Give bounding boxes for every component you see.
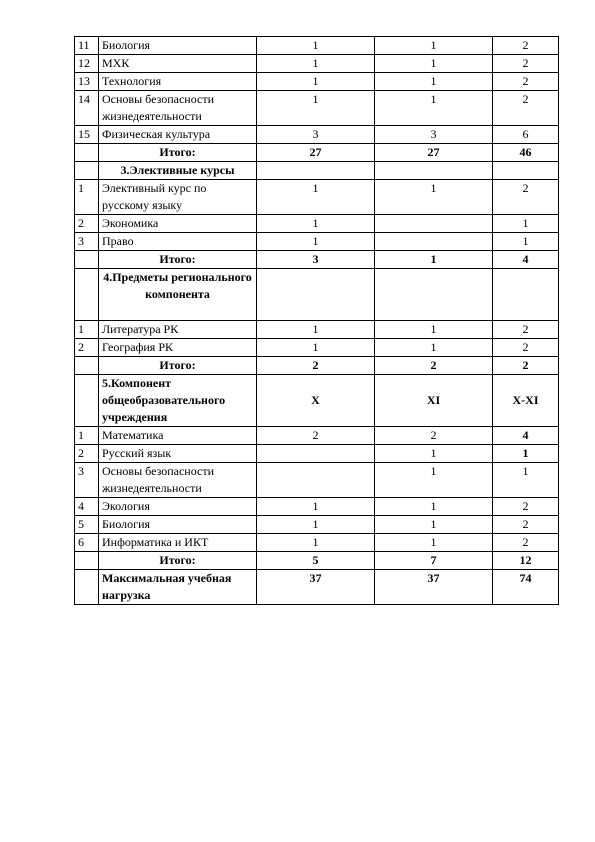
subject-name: Биология	[99, 516, 257, 534]
grade-xi-hours: 1	[375, 91, 493, 126]
grade-x-header: X	[257, 375, 375, 427]
table-row	[75, 180, 559, 215]
table-row	[75, 215, 559, 233]
grade-xi-hours: 1	[375, 180, 493, 215]
total-hours: 4	[493, 251, 559, 269]
grade-x-hours: 1	[257, 321, 375, 339]
grade-xi-hours	[375, 269, 493, 321]
total-hours: 2	[493, 91, 559, 126]
grade-x-hours: 1	[257, 73, 375, 91]
total-hours: 1	[493, 215, 559, 233]
subject-name: Физическая культура	[99, 126, 257, 144]
grade-xi-hours: 1	[375, 73, 493, 91]
table-row	[75, 498, 559, 516]
table-row	[75, 339, 559, 357]
total-hours: 2	[493, 180, 559, 215]
grade-x-hours: 1	[257, 91, 375, 126]
subject-name: Экология	[99, 498, 257, 516]
grade-x-hours: 1	[257, 233, 375, 251]
grade-x-hours	[257, 445, 375, 463]
row-number: 12	[75, 55, 99, 73]
row-number: 3	[75, 463, 99, 498]
section-title: 5.Компонент общеобразовательного учреждения	[99, 375, 257, 427]
total-hours: 1	[493, 233, 559, 251]
subject-name: Биология	[99, 37, 257, 55]
subject-name: Элективный курс по русскому языку	[99, 180, 257, 215]
grade-xi-hours: 1	[375, 37, 493, 55]
subject-name: Литература РК	[99, 321, 257, 339]
subtotal-label: Итого:	[99, 552, 257, 570]
max-load-row	[75, 570, 559, 605]
total-hours	[493, 162, 559, 180]
row-number: 4	[75, 498, 99, 516]
table-row	[75, 463, 559, 498]
row-number	[75, 375, 99, 427]
grade-x-hours: 2	[257, 427, 375, 445]
total-hours: 74	[493, 570, 559, 605]
total-hours: 4	[493, 427, 559, 445]
table-row	[75, 73, 559, 91]
section-title: 4.Предметы регионального компонента	[99, 269, 257, 321]
grade-x-hours	[257, 269, 375, 321]
grade-x-hours: 1	[257, 37, 375, 55]
total-hours: 2	[493, 37, 559, 55]
grade-x-hours: 3	[257, 251, 375, 269]
subject-name: Основы безопасности жизнедеятельности	[99, 91, 257, 126]
grade-x-hours: 2	[257, 357, 375, 375]
subject-name: Право	[99, 233, 257, 251]
row-number: 2	[75, 339, 99, 357]
grade-xi-hours: 1	[375, 498, 493, 516]
row-number: 6	[75, 534, 99, 552]
subject-name: Технология	[99, 73, 257, 91]
total-hours: 2	[493, 55, 559, 73]
row-number	[75, 552, 99, 570]
grade-x-hours: 37	[257, 570, 375, 605]
subject-name: Математика	[99, 427, 257, 445]
row-number: 1	[75, 427, 99, 445]
grade-xi-hours: 1	[375, 339, 493, 357]
subject-name: Основы безопасности жизнедеятельности	[99, 463, 257, 498]
curriculum-table	[74, 36, 559, 605]
total-hours: 6	[493, 126, 559, 144]
row-number: 3	[75, 233, 99, 251]
grade-xi-hours	[375, 162, 493, 180]
grade-x-hours: 1	[257, 215, 375, 233]
grade-xi-hours: 7	[375, 552, 493, 570]
subtotal-label: Итого:	[99, 251, 257, 269]
table-row	[75, 55, 559, 73]
total-hours	[493, 269, 559, 321]
grade-xi-hours: 1	[375, 55, 493, 73]
grade-xi-hours: 2	[375, 357, 493, 375]
section-title: 3.Элективные курсы	[99, 162, 257, 180]
total-hours: 1	[493, 445, 559, 463]
subtotal-label: Итого:	[99, 144, 257, 162]
grade-xi-hours	[375, 233, 493, 251]
grade-x-hours	[257, 162, 375, 180]
row-number: 2	[75, 215, 99, 233]
grade-xi-hours: 1	[375, 321, 493, 339]
grade-x-hours: 1	[257, 516, 375, 534]
table-row	[75, 126, 559, 144]
row-number: 11	[75, 37, 99, 55]
subtotal-row	[75, 144, 559, 162]
row-number: 13	[75, 73, 99, 91]
row-number	[75, 251, 99, 269]
grade-xi-hours: 3	[375, 126, 493, 144]
total-hours: 2	[493, 357, 559, 375]
table-row	[75, 534, 559, 552]
table-row	[75, 516, 559, 534]
total-hours: 1	[493, 463, 559, 498]
total-hours: 2	[493, 321, 559, 339]
total-hours: 2	[493, 534, 559, 552]
grade-xi-hours: 2	[375, 427, 493, 445]
grade-xi-hours: 1	[375, 445, 493, 463]
grade-x-hours: 3	[257, 126, 375, 144]
subject-name: Экономика	[99, 215, 257, 233]
grade-x-hours: 1	[257, 534, 375, 552]
subtotal-row	[75, 251, 559, 269]
total-header: X-XI	[493, 375, 559, 427]
subject-name: Русский язык	[99, 445, 257, 463]
subtotal-row	[75, 552, 559, 570]
grade-xi-hours: 27	[375, 144, 493, 162]
grade-x-hours: 5	[257, 552, 375, 570]
row-number: 5	[75, 516, 99, 534]
subtotal-row	[75, 357, 559, 375]
subject-name: Информатика и ИКТ	[99, 534, 257, 552]
total-hours: 2	[493, 516, 559, 534]
grade-xi-hours: 1	[375, 516, 493, 534]
table-row	[75, 91, 559, 126]
row-number: 14	[75, 91, 99, 126]
section-header-row	[75, 269, 559, 321]
grade-xi-hours: 1	[375, 463, 493, 498]
table-row	[75, 37, 559, 55]
grade-x-hours: 1	[257, 498, 375, 516]
table-row	[75, 427, 559, 445]
grade-xi-hours: 37	[375, 570, 493, 605]
table-row	[75, 233, 559, 251]
grade-x-hours	[257, 463, 375, 498]
table-row	[75, 321, 559, 339]
row-number: 1	[75, 180, 99, 215]
grade-x-hours: 1	[257, 339, 375, 357]
total-hours: 12	[493, 552, 559, 570]
row-number: 2	[75, 445, 99, 463]
row-number: 1	[75, 321, 99, 339]
row-number	[75, 144, 99, 162]
subject-name: МХК	[99, 55, 257, 73]
total-hours: 2	[493, 339, 559, 357]
section-header-row	[75, 162, 559, 180]
grade-xi-header: XI	[375, 375, 493, 427]
row-number: 15	[75, 126, 99, 144]
grade-x-hours: 1	[257, 180, 375, 215]
row-number	[75, 357, 99, 375]
max-load-label: Максимальная учебная нагрузка	[99, 570, 257, 605]
total-hours: 2	[493, 73, 559, 91]
table-row	[75, 445, 559, 463]
grade-x-hours: 27	[257, 144, 375, 162]
subject-name: География РК	[99, 339, 257, 357]
row-number	[75, 269, 99, 321]
grade-x-hours: 1	[257, 55, 375, 73]
section-header-row	[75, 375, 559, 427]
row-number	[75, 162, 99, 180]
subtotal-label: Итого:	[99, 357, 257, 375]
row-number	[75, 570, 99, 605]
grade-xi-hours	[375, 215, 493, 233]
grade-xi-hours: 1	[375, 534, 493, 552]
total-hours: 2	[493, 498, 559, 516]
grade-xi-hours: 1	[375, 251, 493, 269]
total-hours: 46	[493, 144, 559, 162]
